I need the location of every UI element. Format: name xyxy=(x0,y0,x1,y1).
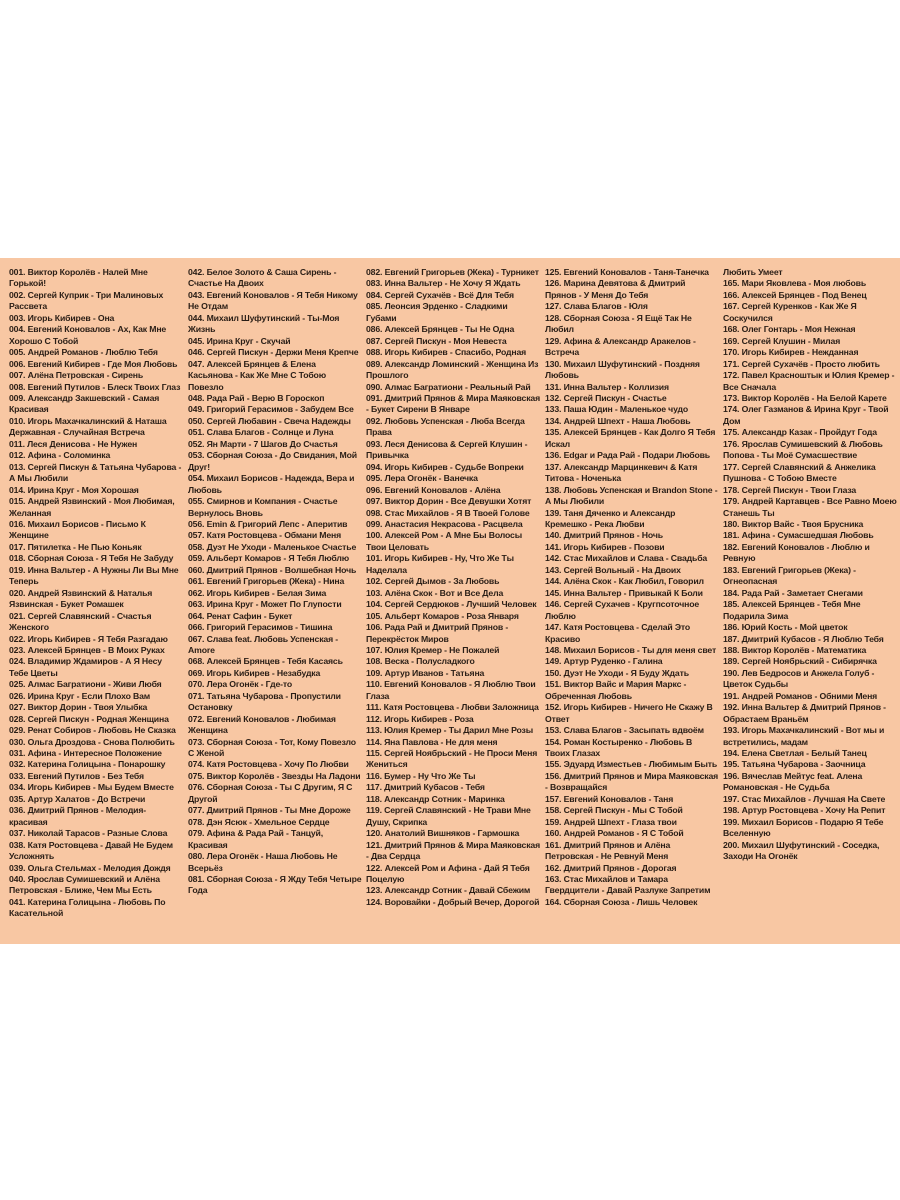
track-entry: 078. Дэн Ясюк - Хмельное Сердце xyxy=(188,816,330,827)
track-entry: 111. Катя Ростовцева - Любви Заложница xyxy=(366,702,539,713)
track-entry: 062. Игорь Кибирев - Белая Зима xyxy=(188,587,327,598)
track-entry: 122. Алексей Ром и Афина - Дай Я Тебя Поцелую xyxy=(366,862,530,885)
track-entry: 024. Владимир Ждамиров - А Я Несу Тебе Цветы xyxy=(9,656,162,678)
track-entry: 172. Павел Красноштык и Юлия Кремер - Все Сначала xyxy=(723,370,895,392)
track-entry: 175. Александр Казак - Пройдут Года xyxy=(723,427,877,438)
track-entry: 192. Инна Вальтер & Дмитрий Прянов - Обрастаем Враньём xyxy=(723,702,886,724)
track-entry: 137. Александр Марцинкевич & Катя Титова - Ноченька xyxy=(545,461,698,484)
track-entry: 144. Алёна Скок - Как Любил, Говорил xyxy=(545,576,704,587)
track-entry: 200. Михаил Шуфутинский - Соседка, Заходи На Огонёк xyxy=(723,839,880,862)
track-entry: 083. Инна Вальтер - Не Хочу Я Ждать xyxy=(366,278,521,289)
tracklist-sheet xyxy=(0,258,900,944)
track-entry: 033. Евгений Путилов - Без Тебя xyxy=(9,770,144,781)
track-entry: 107. Юлия Кремер - Не Пожалей xyxy=(366,644,500,655)
track-entry: 121. Дмитрий Прянов & Мира Маяковская - Два Сердца xyxy=(366,839,541,862)
track-entry: 097. Виктор Дорин - Все Девушки Хотят xyxy=(366,496,532,507)
track-entry: 043. Евгений Коновалов - Я Тебя Никому Не Отдам xyxy=(188,289,358,312)
track-entry: 034. Игорь Кибирев - Мы Будем Вместе xyxy=(9,782,174,793)
track-entry: 145. Инна Вальтер - Привыкай К Боли xyxy=(545,587,703,598)
track-entry: 011. Леся Денисова - Не Нужен xyxy=(9,438,138,449)
track-entry: 018. Сборная Союза - Я Тебя Не Забуду xyxy=(9,553,174,564)
track-entry: 006. Евгений Кибирев - Где Моя Любовь xyxy=(9,358,178,369)
tracklist-column-1 xyxy=(9,267,183,920)
track-entry: 080. Лера Огонёк - Наша Любовь Не Всерьёз xyxy=(188,851,338,873)
track-entry: 100. Алексей Ром - А Мне Бы Волосы Твои Целовать xyxy=(366,530,523,552)
track-entry: 042. Белое Золото & Саша Сирень - Счастье На Двоих xyxy=(188,267,337,289)
track-entry: 022. Игорь Кибирев - Я Тебя Разгадаю xyxy=(9,633,168,644)
track-entry: 003. Игорь Кибирев - Она xyxy=(9,312,115,323)
track-entry: 007. Алёна Петровская - Сирень xyxy=(9,370,144,381)
track-entry: 168. Олег Гонтарь - Моя Нежная xyxy=(723,324,856,335)
track-entry: 055. Смирнов и Компания - Счастье Вернулось Вновь xyxy=(188,496,338,518)
track-entry: 195. Татьяна Чубарова - Заочница xyxy=(723,759,866,770)
track-entry: 117. Дмитрий Кубасов - Тебя xyxy=(366,782,485,793)
track-entry: 046. Сергей Пискун - Держи Меня Крепче xyxy=(188,347,359,358)
track-entry: 196. Вячеслав Мейтус feat. Алена Романовская - Не Судьба xyxy=(723,770,863,793)
track-entry: 139. Таня Дяченко и Александр Кремешко - Река Любви xyxy=(545,507,676,529)
track-entry: 176. Ярослав Сумишевский & Любовь Попова - Ты Моё Сумасшествие xyxy=(723,438,883,461)
track-entry: 001. Виктор Королёв - Налей Мне Горькой! xyxy=(9,267,148,289)
track-entry: 120. Анатолий Вишняков - Гармошка xyxy=(366,828,520,839)
track-entry: 021. Сергей Славянский - Счастья Женского xyxy=(9,610,152,633)
track-entry: 014. Ирина Круг - Моя Хорошая xyxy=(9,484,139,495)
track-entry: 114. Яна Павлова - Не для меня xyxy=(366,736,498,747)
track-entry: 183. Евгений Григорьев (Жека) - Огнеопасная xyxy=(723,564,856,587)
track-entry: 113. Юлия Кремер - Ты Дарил Мне Розы xyxy=(366,725,533,736)
track-entry: 106. Рада Рай и Дмитрий Прянов - Перекрёсток Миров xyxy=(366,622,509,644)
track-entry: 002. Сергей Куприк - Три Малиновых Рассвета xyxy=(9,289,164,312)
track-entry: 057. Катя Ростовцева - Обмани Меня xyxy=(188,530,342,541)
track-entry: 093. Леся Денисова & Сергей Клушин - Привычка xyxy=(366,438,528,461)
track-entry: 126. Марина Девятова & Дмитрий Прянов - У Меня До Тебя xyxy=(545,278,686,300)
track-entry: 116. Бумер - Ну Что Же Ты xyxy=(366,770,476,781)
track-entry: 027. Виктор Дорин - Твоя Улыбка xyxy=(9,702,148,713)
track-entry: 076. Сборная Союза - Ты С Другим, Я С Другой xyxy=(188,782,353,804)
track-entry: 177. Сергей Славянский & Анжелика Пушнова - С Тобою Вместе xyxy=(723,461,876,484)
track-entry: 152. Игорь Кибирев - Ничего Не Скажу В Ответ xyxy=(545,702,713,724)
track-entry: 124. Воровайки - Добрый Вечер, Дорогой xyxy=(366,896,540,907)
track-entry: 061. Евгений Григорьев (Жека) - Нина xyxy=(188,576,345,587)
track-entry: 160. Андрей Романов - Я С Тобой xyxy=(545,828,684,839)
track-entry: 068. Алексей Брянцев - Тебя Касаясь xyxy=(188,656,343,667)
track-entry: 146. Сергей Сухачев - Кругпсоточное Люблю xyxy=(545,599,700,621)
track-entry: 099. Анастасия Некрасова - Расцвела xyxy=(366,518,523,529)
track-entry: 035. Артур Халатов - До Встречи xyxy=(9,793,146,804)
track-entry: 141. Игорь Кибирев - Позови xyxy=(545,541,665,552)
track-entry: 048. Рада Рай - Верю В Гороскоп xyxy=(188,392,325,403)
track-entry: 140. Дмитрий Прянов - Ночь xyxy=(545,530,663,541)
track-entry: 063. Ирина Круг - Может По Глупости xyxy=(188,599,342,610)
track-entry: 171. Сергей Сухачёв - Просто любить xyxy=(723,358,880,369)
track-entry: 096. Евгений Коновалов - Алёна xyxy=(366,484,501,495)
track-entry: 084. Сергей Сухачёв - Всё Для Тебя xyxy=(366,289,514,300)
track-entry: 029. Ренат Собиров - Любовь Не Сказка xyxy=(9,725,176,736)
track-entry: 166. Алексей Брянцев - Под Венец xyxy=(723,289,867,300)
track-entry: 098. Стас Михайлов - Я В Твоей Голове xyxy=(366,507,530,518)
track-entry: 127. Слава Благов - Юля xyxy=(545,301,648,312)
track-entry: 013. Сергей Пискун & Татьяна Чубарова - А Мы Любили xyxy=(9,461,182,484)
track-entry: 072. Евгений Коновалов - Любимая Женщина xyxy=(188,713,336,736)
track-entry: 026. Ирина Круг - Если Плохо Вам xyxy=(9,690,151,701)
track-entry: 164. Сборная Союза - Лишь Человек xyxy=(545,896,698,907)
track-entry: 173. Виктор Королёв - На Белой Карете xyxy=(723,392,887,403)
track-entry: 010. Игорь Махачкалинский & Наташа Державная - Случайная Встреча xyxy=(9,415,167,438)
track-entry: 041. Катерина Голицына - Любовь По Касательной xyxy=(9,896,166,919)
track-entry: 060. Дмитрий Прянов - Волшебная Ночь xyxy=(188,564,357,575)
track-entry: 009. Александр Закшевский - Самая Красивая xyxy=(9,392,160,415)
track-entry: 161. Дмитрий Прянов и Алёна Петровская - Не Ревнуй Меня xyxy=(545,839,671,862)
track-entry: 174. Олег Газманов & Ирина Круг - Твой Дом xyxy=(723,404,889,426)
track-entry: 182. Евгений Коновалов - Люблю и Ревную xyxy=(723,541,870,564)
track-entry: 016. Михаил Борисов - Письмо К Женщине xyxy=(9,518,146,541)
track-entry: 194. Елена Светлая - Белый Танец xyxy=(723,748,867,759)
track-entry: 074. Катя Ростовцева - Хочу По Любви xyxy=(188,759,349,770)
track-entry: Любить Умеет xyxy=(723,267,783,277)
track-entry: 049. Григорий Герасимов - Забудем Все xyxy=(188,404,354,415)
track-entry: 019. Инна Вальтер - А Нужны Ли Вы Мне Теперь xyxy=(9,564,179,587)
tracklist-column-2 xyxy=(188,267,362,897)
track-entry: 185. Алексей Брянцев - Тебя Мне Подарила Зима xyxy=(723,599,861,621)
track-entry: 188. Виктор Королёв - Математика xyxy=(723,644,867,655)
tracklist-column-5 xyxy=(723,267,897,863)
track-entry: 193. Игорь Махачкалинский - Вот мы и встретились, мадам xyxy=(723,725,885,747)
track-entry: 159. Андрей Шпехт - Глаза твои xyxy=(545,816,677,827)
track-entry: 119. Сергей Славянский - Не Трави Мне Душу, Скрипка xyxy=(366,805,531,827)
track-entry: 115. Сергей Ноябрьский - Не Проси Меня Жениться xyxy=(366,748,538,770)
track-entry: 073. Сборная Союза - Тот, Кому Повезло С Женой xyxy=(188,736,356,759)
track-entry: 094. Игорь Кибирев - Судьбе Вопреки xyxy=(366,461,524,472)
track-entry: 180. Виктор Вайс - Твоя Брусника xyxy=(723,518,864,529)
track-entry: 198. Артур Ростовцева - Хочу На Репит xyxy=(723,805,886,816)
track-entry: 150. Дуэт Не Уходи - Я Буду Ждать xyxy=(545,667,689,678)
track-entry: 017. Пятилетка - Не Пью Коньяк xyxy=(9,541,142,552)
track-entry: 135. Алексей Брянцев - Как Долго Я Тебя Искал xyxy=(545,427,716,449)
track-entry: 059. Альберт Комаров - Я Тебя Люблю xyxy=(188,553,350,564)
track-entry: 081. Сборная Союза - Я Жду Тебя Четыре Года xyxy=(188,874,362,896)
track-entry: 005. Андрей Романов - Люблю Тебя xyxy=(9,347,158,358)
track-entry: 190. Лев Бедросов и Анжела Голуб - Цветок Судьбы xyxy=(723,667,875,690)
track-entry: 025. Алмас Багратиони - Живи Любя xyxy=(9,679,162,690)
track-entry: 067. Слава feat. Любовь Успенская - Amore xyxy=(188,633,339,655)
track-entry: 155. Эдуард Изместьев - Любимым Быть xyxy=(545,759,718,770)
track-entry: 104. Сергей Сердюков - Лучший Человек xyxy=(366,599,537,610)
track-entry: 105. Альберт Комаров - Роза Января xyxy=(366,610,519,621)
track-entry: 132. Сергей Пискун - Счастье xyxy=(545,392,667,403)
track-entry: 138. Любовь Успенская и Brandon Stone - А Мы Любили xyxy=(545,484,718,507)
track-entry: 023. Алексей Брянцев - В Моих Руках xyxy=(9,644,165,655)
track-entry: 199. Михаил Борисов - Подарю Я Тебе Вселенную xyxy=(723,816,884,839)
track-entry: 101. Игорь Кибирев - Ну, Что Же Ты Наделала xyxy=(366,553,514,575)
track-entry: 118. Александр Сотник - Маринка xyxy=(366,793,505,804)
track-entry: 038. Катя Ростовцева - Давай Не Будем Усложнять xyxy=(9,839,173,862)
track-entry: 109. Артур Иванов - Татьяна xyxy=(366,667,485,678)
track-entry: 134. Андрей Шпехт - Наша Любовь xyxy=(545,415,691,426)
track-entry: 133. Паша Юдин - Маленькое чудо xyxy=(545,404,689,415)
track-entry: 158. Сергей Пискун - Мы С Тобой xyxy=(545,805,683,816)
track-entry: 039. Ольга Стельмах - Мелодия Дождя xyxy=(9,862,171,873)
track-entry: 136. Edgar и Рада Рай - Подари Любовь xyxy=(545,450,711,461)
track-entry: 128. Сборная Союза - Я Ещё Так Не Любил xyxy=(545,312,692,335)
track-entry: 103. Алёна Скок - Вот и Все Дела xyxy=(366,587,504,598)
track-entry: 153. Слава Благов - Засыпать вдвоём xyxy=(545,725,704,736)
track-entry: 108. Веска - Полусладкого xyxy=(366,656,475,667)
track-entry: 051. Слава Благов - Солнце и Луна xyxy=(188,427,334,438)
track-entry: 089. Александр Ломинский - Женщина Из Прошлого xyxy=(366,358,539,381)
tracklist-column-3 xyxy=(366,267,540,908)
track-entry: 079. Афина & Рада Рай - Танцуй, Красивая xyxy=(188,828,324,850)
track-entry: 197. Стас Михайлов - Лучшая На Свете xyxy=(723,793,886,804)
track-entry: 012. Афина - Соломинка xyxy=(9,450,111,461)
track-entry: 086. Алексей Брянцев - Ты Не Одна xyxy=(366,324,515,335)
track-entry: 053. Сборная Союза - До Свидания, Мой Друг! xyxy=(188,450,357,472)
track-entry: 032. Катерина Голицына - Понарошку xyxy=(9,759,166,770)
track-entry: 162. Дмитрий Прянов - Дорогая xyxy=(545,862,677,873)
track-entry: 110. Евгений Коновалов - Я Люблю Твои Глаза xyxy=(366,679,536,701)
track-entry: 151. Виктор Вайс и Мария Маркс - Обреченная Любовь xyxy=(545,679,687,701)
track-entry: 125. Евгений Коновалов - Таня-Танечка xyxy=(545,267,709,277)
track-entry: 052. Ян Марти - 7 Шагов До Счастья xyxy=(188,438,338,449)
track-entry: 004. Евгений Коновалов - Ах, Как Мне Хорошо С Тобой xyxy=(9,324,167,346)
track-entry: 095. Лера Огонёк - Ванечка xyxy=(366,473,478,484)
track-entry: 050. Сергей Любавин - Свеча Надежды xyxy=(188,415,351,426)
track-entry: 189. Сергей Ноябрьский - Сибирячка xyxy=(723,656,877,667)
track-entry: 028. Сергей Пискун - Родная Женщина xyxy=(9,713,169,724)
track-entry: 179. Андрей Картавцев - Все Равно Моею Станешь Ты xyxy=(723,496,897,518)
track-entry: 047. Алексей Брянцев & Елена Касьянова - Как Же Мне С Тобою Повезло xyxy=(188,358,326,392)
track-entry: 082. Евгений Григорьев (Жека) - Турникет xyxy=(366,267,539,277)
track-entry: 056. Emin & Григорий Лепс - Аперитив xyxy=(188,518,348,529)
track-entry: 077. Дмитрий Прянов - Ты Мне Дороже xyxy=(188,805,351,816)
track-entry: 070. Лера Огонёк - Где-то xyxy=(188,679,293,690)
track-entry: 054. Михаил Борисов - Надежда, Вера и Любовь xyxy=(188,473,355,495)
track-entry: 112. Игорь Кибирев - Роза xyxy=(366,713,474,724)
track-entry: 030. Ольга Дроздова - Снова Полюбить xyxy=(9,736,175,747)
track-entry: 143. Сергей Вольный - На Двоих xyxy=(545,564,681,575)
track-entry: 091. Дмитрий Прянов & Мира Маяковская - Букет Сирени В Январе xyxy=(366,392,541,415)
track-entry: 058. Дуэт Не Уходи - Маленькое Счастье xyxy=(188,541,357,552)
track-entry: 178. Сергей Пискун - Твои Глаза xyxy=(723,484,857,495)
track-entry: 015. Андрей Язвинский - Моя Любимая, Желанная xyxy=(9,496,175,518)
track-entry: 044. Михаил Шуфутинский - Ты-Моя Жизнь xyxy=(188,312,340,335)
track-entry: 156. Дмитрий Прянов и Мира Маяковская - Возвращайся xyxy=(545,770,719,793)
track-entry: 184. Рада Рай - Заметает Снегами xyxy=(723,587,863,598)
track-entry: 090. Алмас Багратиони - Реальный Рай xyxy=(366,381,531,392)
track-entry: 037. Николай Тарасов - Разные Слова xyxy=(9,828,168,839)
track-entry: 031. Афина - Интересное Положение xyxy=(9,748,162,759)
track-entry: 066. Григорий Герасимов - Тишина xyxy=(188,622,333,633)
track-entry: 075. Виктор Королёв - Звезды На Ладони xyxy=(188,770,361,781)
track-entry: 085. Леонсия Эрденко - Сладкими Губами xyxy=(366,301,508,323)
track-entry: 071. Татьяна Чубарова - Пропустили Остановку xyxy=(188,690,341,713)
track-entry: 154. Роман Костыренко - Любовь В Твоих Глазах xyxy=(545,736,693,759)
track-entry: 088. Игорь Кибирев - Спасибо, Родная xyxy=(366,347,527,358)
track-entry: 169. Сергей Клушин - Милая xyxy=(723,335,841,346)
track-entry: 130. Михаил Шуфутинский - Поздняя Любовь xyxy=(545,358,700,381)
track-entry: 186. Юрий Кость - Мой цветок xyxy=(723,622,848,633)
track-entry: 148. Михаил Борисов - Ты для меня свет xyxy=(545,644,717,655)
track-entry: 087. Сергей Пискун - Моя Невеста xyxy=(366,335,507,346)
track-entry: 147. Катя Ростовцева - Сделай Это Красиво xyxy=(545,622,691,644)
track-entry: 142. Стас Михайлов и Слава - Свадьба xyxy=(545,553,708,564)
track-entry: 187. Дмитрий Кубасов - Я Люблю Тебя xyxy=(723,633,884,644)
track-entry: 167. Сергей Куренков - Как Же Я Соскучился xyxy=(723,301,857,323)
track-entry: 131. Инна Вальтер - Коллизия xyxy=(545,381,669,392)
track-entry: 181. Афина - Сумасшедшая Любовь xyxy=(723,530,874,541)
track-entry: 064. Ренат Сафин - Букет xyxy=(188,610,293,621)
track-entry: 165. Мари Яковлева - Моя любовь xyxy=(723,278,867,289)
track-entry: 129. Афина & Александр Аракелов - Встреча xyxy=(545,335,696,358)
track-entry: 092. Любовь Успенская - Люба Всегда Права xyxy=(366,415,525,438)
track-entry: 163. Стас Михайлов и Тамара Гвердцители - Давай Разлуке Запретим xyxy=(545,874,711,896)
track-entry: 149. Артур Руденко - Галина xyxy=(545,656,663,667)
track-entry: 157. Евгений Коновалов - Таня xyxy=(545,793,674,804)
track-entry: 102. Сергей Дымов - За Любовь xyxy=(366,576,500,587)
track-entry: 191. Андрей Романов - Обними Меня xyxy=(723,690,878,701)
track-entry: 069. Игорь Кибирев - Незабудка xyxy=(188,667,321,678)
tracklist-column-4 xyxy=(545,267,719,908)
track-entry: 040. Ярослав Сумишевский и Алёна Петровская - Ближе, Чем Мы Есть xyxy=(9,874,160,896)
track-entry: 045. Ирина Круг - Скучай xyxy=(188,335,291,346)
track-entry: 020. Андрей Язвинский & Наталья Язвинская - Букет Ромашек xyxy=(9,587,153,610)
track-entry: 170. Игорь Кибирев - Нежданная xyxy=(723,347,859,358)
track-entry: 008. Евгений Путилов - Блеск Твоих Глаз xyxy=(9,381,181,392)
track-entry: 123. Александр Сотник - Давай Сбежим xyxy=(366,885,531,896)
track-entry: 036. Дмитрий Прянов - Мелодия-красивая xyxy=(9,805,147,827)
